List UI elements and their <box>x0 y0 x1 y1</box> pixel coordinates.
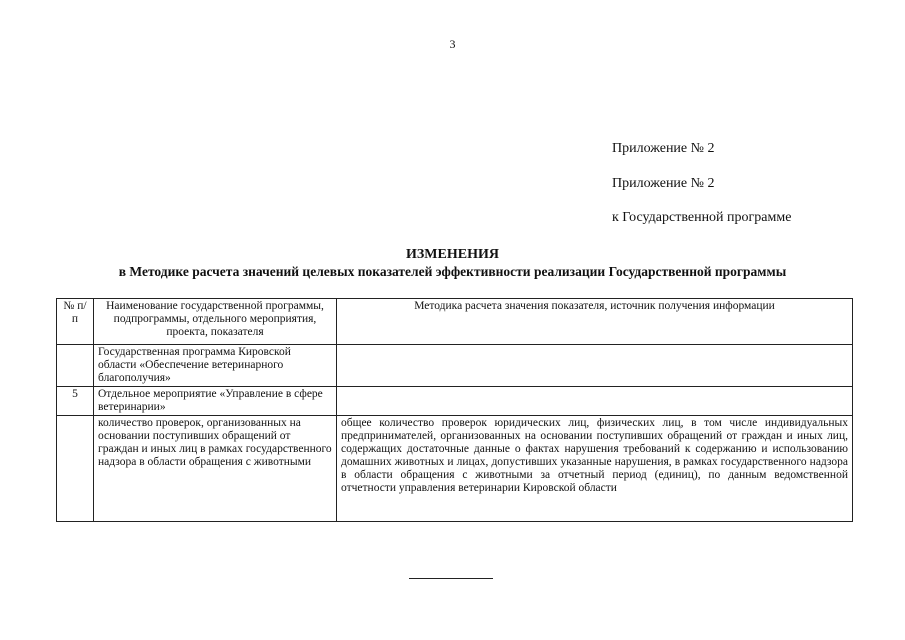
header-method: Методика расчета значения показателя, источник получения информации <box>337 299 853 345</box>
appendix-reference: к Государственной программе <box>612 210 792 225</box>
appendix-label-repeat: Приложение № 2 <box>612 176 715 191</box>
table-header-row <box>57 299 853 345</box>
methodology-table <box>56 298 853 522</box>
table-row <box>57 345 853 387</box>
document-subtitle: в Методике расчета значений целевых показателей эффективности реализации Государственной программы <box>118 264 787 279</box>
header-name: Наименование государственной программы, подпрограммы, отдельного мероприятия, проекта, показателя <box>94 299 337 345</box>
row-method <box>337 387 853 416</box>
row-name: Государственная программа Кировской области «Обеспечение ветеринарного благополучия» <box>94 345 337 387</box>
row-number: 5 <box>57 387 94 416</box>
row-method <box>337 345 853 387</box>
closing-divider <box>409 578 493 579</box>
document-title: ИЗМЕНЕНИЯ <box>406 247 499 262</box>
row-number <box>57 345 94 387</box>
row-number <box>57 416 94 522</box>
appendix-label: Приложение № 2 <box>612 141 715 156</box>
row-method: общее количество проверок юридических лиц, физических лиц, в том числе индивидуальных предпринимателей, организованных на основании поступивших обращений от граждан и иных лиц, содержащих достаточные данные о фактах нарушения требований к содержанию и использованию домашних животных и лицах, допустивших указанные нарушения, в рамках государственного надзора в области обращения с животными за отчетный период (единиц), по данным ведомственной отчетности управления ветеринарии Кировской области <box>337 416 853 522</box>
table-row <box>57 387 853 416</box>
row-name: Отдельное мероприятие «Управление в сфере ветеринарии» <box>94 387 337 416</box>
page-number: 3 <box>449 37 456 51</box>
header-number: № п/п <box>57 299 94 345</box>
row-name: количество проверок, организованных на основании поступивших обращений от граждан и иных лиц в рамках государственного надзора в области обращения с животными <box>94 416 337 522</box>
table-row <box>57 416 853 522</box>
